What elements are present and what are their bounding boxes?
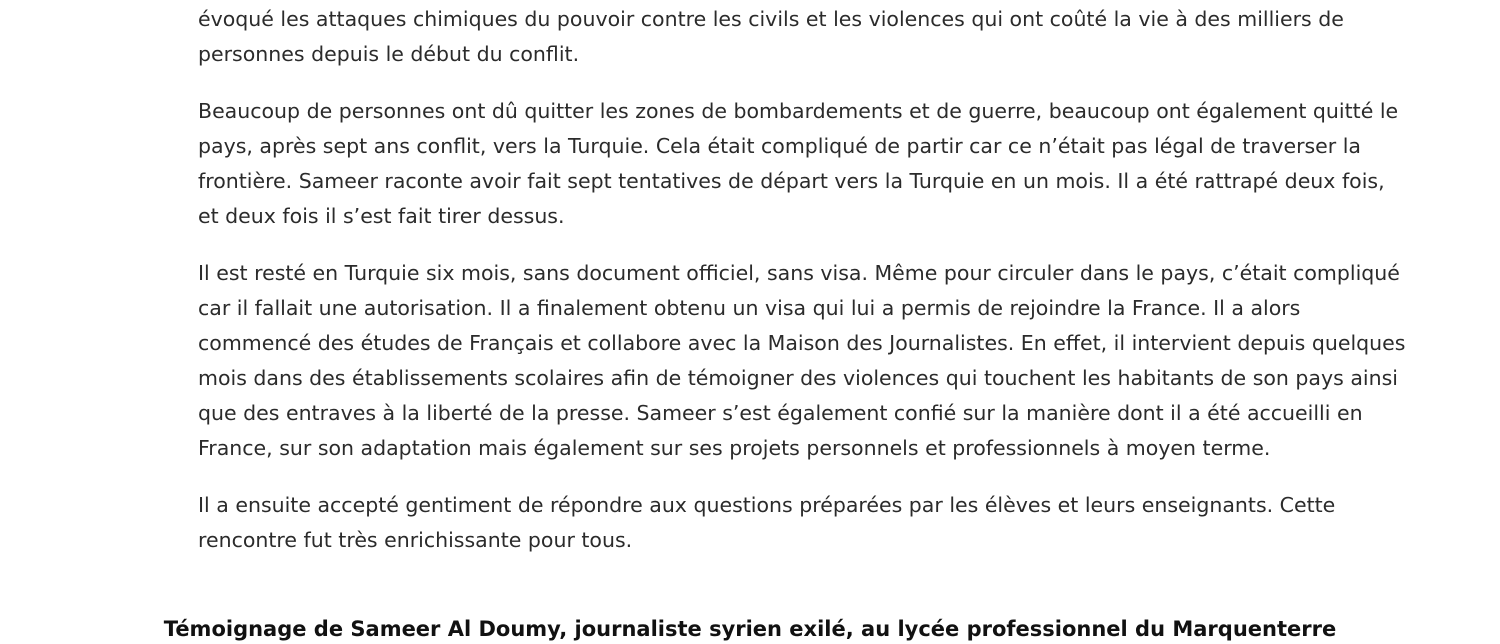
article-paragraph-2: Beaucoup de personnes ont dû quitter les zones de bombardements et de guerre, beaucoup ont également quitté le pays, après sept ans conflit, vers la Turquie. Cela était compliqué de partir car ce n’était pas légal de traverser la frontière. Sameer raconte avoir fait sept tentatives de départ vers la Turquie en un mois. Il a été rattrapé deux fois, et deux fois il s’est fait tirer dessus. [198,99,1399,228]
image-caption: Témoignage de Sameer Al Doumy, journaliste syrien exilé, au lycée professionnel du Marquenterre [163,617,1337,641]
article-paragraph-4: Il a ensuite accepté gentiment de répondre aux questions préparées par les élèves et leurs enseignants. Cette rencontre fut très enrichissante pour tous. [198,493,1336,552]
article-paragraph-1: évoqué les attaques chimiques du pouvoir contre les civils et les violences qui ont coûté la vie à des milliers de personnes depuis le début du conflit. [198,7,1344,66]
article-paragraph-3: Il est resté en Turquie six mois, sans document officiel, sans visa. Même pour circuler dans le pays, c’était compliqué car il fallait une autorisation. Il a finalement obtenu un visa qui lui a permis de rejoindre la France. Il a alors commencé des études de Français et collabore avec la Maison des Journalistes. En effet, il intervient depuis quelques mois dans des établissements scolaires afin de témoigner des violences qui touchent les habitants de son pays ainsi que des entraves à la liberté de la presse. Sameer s’est également confié sur la manière dont il a été accueilli en France, sur son adaptation mais également sur ses projets personnels et professionnels à moyen terme. [198,261,1406,460]
article-body [198,2,1410,580]
